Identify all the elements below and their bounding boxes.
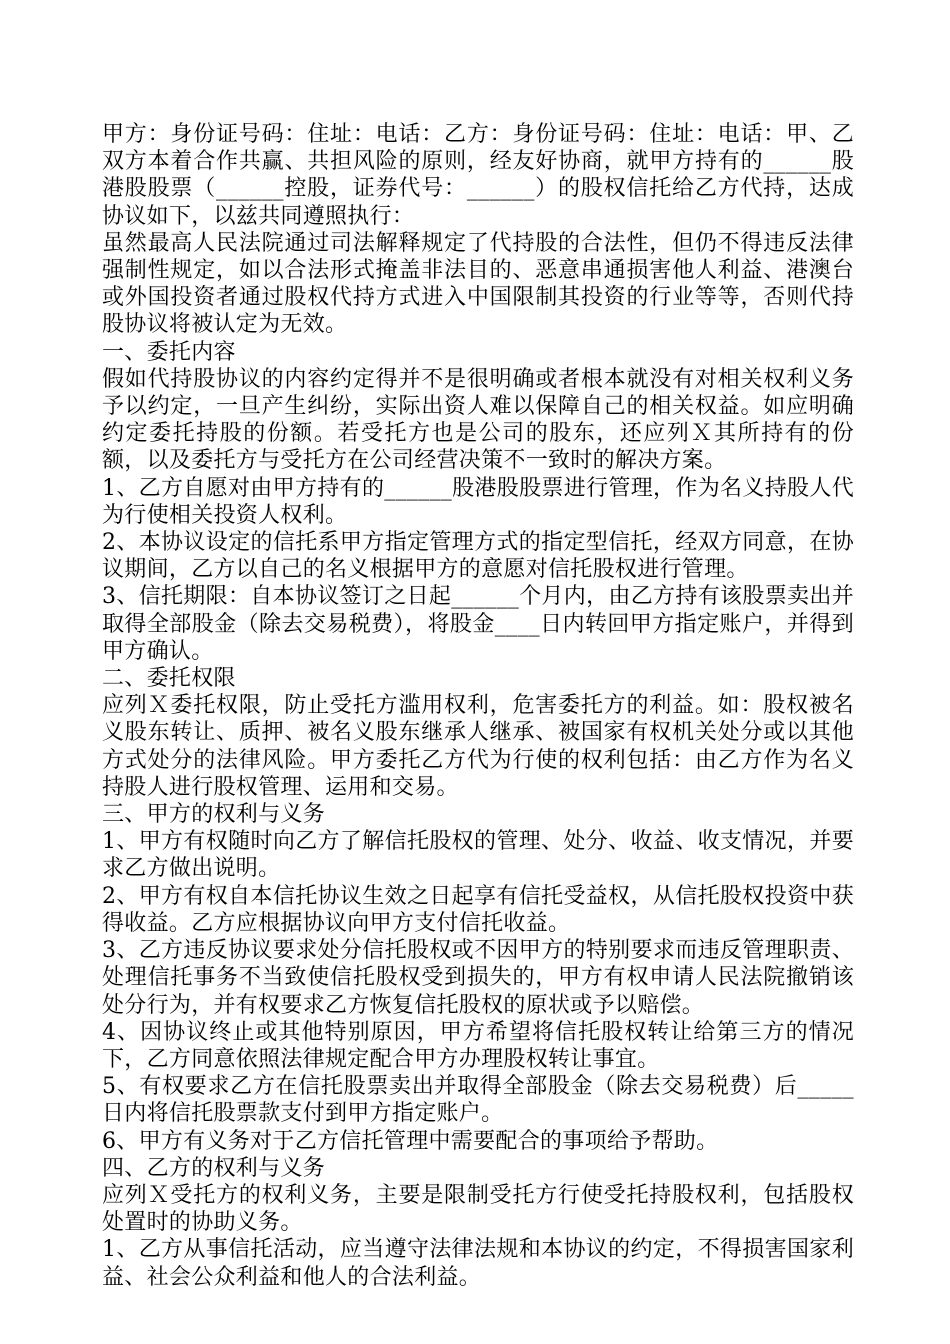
clause-1-1: 1、乙方自愿对由甲方持有的______股港股股票进行管理，作为名义持股人代为行使相关投资人权利。 <box>102 475 854 528</box>
clause-4-1: 1、乙方从事信托活动，应当遵守法律法规和本协议的约定，不得损害国家利益、社会公众利益和他人的合法利益。 <box>102 1237 854 1290</box>
document-body <box>102 121 854 1291</box>
clause-3-2: 2、甲方有权自本信托协议生效之日起享有信托受益权，从信托股权投资中获得收益。乙方应根据协议向甲方支付信托收益。 <box>102 883 854 936</box>
clause-1-2: 2、本协议设定的信托系甲方指定管理方式的指定型信托，经双方同意，在协议期间，乙方以自己的名义根据甲方的意愿对信托股权进行管理。 <box>102 530 854 583</box>
section-heading-party-b-rights: 四、乙方的权利与义务 <box>102 1155 326 1181</box>
clause-3-3: 3、乙方违反协议要求处分信托股权或不因甲方的特别要求而违反管理职责、处理信托事务不当致使信托股权受到损失的，甲方有权申请人民法院撤销该处分行为，并有权要求乙方恢复信托股权的原状或予以赔偿。 <box>102 938 854 1018</box>
clause-1-3: 3、信托期限：自本协议签订之日起______个月内，由乙方持有该股票卖出并取得全部股金（除去交易税费），将股金____日内转回甲方指定账户，并得到甲方确认。 <box>102 584 854 664</box>
section-heading-entrustment-content: 一、委托内容 <box>102 339 236 365</box>
section-heading-entrustment-authority: 二、委托权限 <box>102 666 236 692</box>
clause-3-4: 4、因协议终止或其他特别原因，甲方希望将信托股权转让给第三方的情况下，乙方同意依照法律规定配合甲方办理股权转让事宜。 <box>102 1019 854 1072</box>
paragraph-legality-note: 虽然最高人民法院通过司法解释规定了代持股的合法性，但仍不得违反法律强制性规定，如以合法形式掩盖非法目的、恶意串通损害他人利益、港澳台或外国投资者通过股权代持方式进入中国限制其投资的行业等等，否则代持股协议将被认定为无效。 <box>102 230 854 338</box>
paragraph-authority-note: 应列Ｘ委托权限，防止受托方滥用权利，危害委托方的利益。如：股权被名义股东转让、质押、被名义股东继承人继承、被国家有权机关处分或以其他方式处分的法律风险。甲方委托乙方代为行使的权利包括：由乙方作为名义持股人进行股权管理、运用和交易。 <box>102 693 854 800</box>
paragraph-party-b-note: 应列Ｘ受托方的权利义务，主要是限制受托方行使受托持股权利，包括股权处置时的协助义务。 <box>102 1182 854 1236</box>
paragraph-parties-preamble: 甲方：身份证号码：住址：电话：乙方：身份证号码：住址：电话：甲、乙双方本着合作共赢、共担风险的原则，经友好协商，就甲方持有的______股港股股票（______控股，证券代号：______）的股权信托给乙方代持，达成协议如下，以兹共同遵照执行： <box>102 122 854 229</box>
paragraph-entrustment-note: 假如代持股协议的内容约定得并不是很明确或者根本就没有对相关权利义务予以约定，一旦产生纠纷，实际出资人难以保障自己的相关权益。如应明确约定委托持股的份额。若受托方也是公司的股东，还应列Ｘ其所持有的份额，以及委托方与受托方在公司经营决策不一致时的解决方案。 <box>102 366 854 474</box>
clause-3-1: 1、甲方有权随时向乙方了解信托股权的管理、处分、收益、收支情况，并要求乙方做出说明。 <box>102 829 854 882</box>
clause-3-5: 5、有权要求乙方在信托股票卖出并取得全部股金（除去交易税费）后_____日内将信托股票款支付到甲方指定账户。 <box>102 1074 854 1127</box>
section-heading-party-a-rights: 三、甲方的权利与义务 <box>102 802 326 828</box>
clause-3-6: 6、甲方有义务对于乙方信托管理中需要配合的事项给予帮助。 <box>102 1128 719 1154</box>
